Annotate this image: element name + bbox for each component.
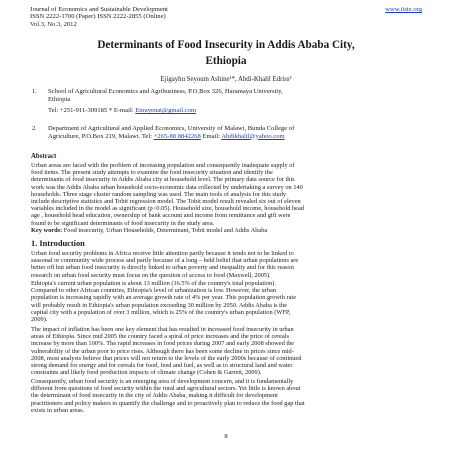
abstract-line: Urban areas are faced with the problem of increasing population and consequently inadequate supply of bbox=[31, 162, 295, 169]
paragraph-line: the determinant of food insecurity in the city of Addis Ababa, making it difficult for development bbox=[31, 392, 278, 400]
intro-paragraph-4 bbox=[31, 378, 421, 414]
abstract-line: food items. The present study attempts to examine the food insecurity situation and identify the bbox=[31, 169, 273, 177]
introduction-heading: 1. Introduction bbox=[31, 239, 85, 248]
paragraph-line: The impact of inflation has been one key element that has resulted in increased food insecurity in urban bbox=[31, 326, 294, 333]
abstract-line: include descriptive statistics and Tobit regression model. The Tobit model result revealed six out of eleven bbox=[31, 198, 301, 206]
paragraph-line: strong demand for energy and for cereals for food, feed and fuel, as well as to structural land and water bbox=[31, 362, 293, 370]
paragraph-line: different from questions of food security within the rural and agricultural sectors. Yet little is known about bbox=[31, 385, 301, 393]
author-line: Ejigayhu Seyoum Ashine¹*, Abdi-Khalil Edriss² bbox=[160, 76, 292, 83]
paragraph-line: Consequently, urban food security is an emerging area of development concern, and it is fundamentally bbox=[31, 378, 294, 385]
paragraph-line: seasonal or community wide process and partly because of a long – held belief that urban populations are bbox=[31, 257, 299, 265]
keywords-line bbox=[31, 227, 421, 234]
journal-issn: ISSN 2222-1700 (Paper) ISSN 2222-2855 (Online) bbox=[30, 13, 166, 21]
keywords-label: Key words: bbox=[31, 226, 63, 234]
journal-website-link[interactable]: www.iiste.org bbox=[385, 6, 422, 13]
affiliation-2-phone-link[interactable]: +265-88 8842268 bbox=[153, 132, 201, 140]
intro-paragraph-3 bbox=[31, 326, 421, 376]
affiliation-1-email-link[interactable]: Emuyenat@gmail.com bbox=[135, 107, 197, 115]
affiliation-1-contact bbox=[48, 107, 428, 115]
affiliation-1-line-1: School of Agricultural Economics and Agribusiness, P.O.Box 326, Haramaya University, bbox=[48, 88, 283, 95]
journal-name: Journal of Economics and Sustainable Development bbox=[30, 6, 168, 13]
affiliation-1 bbox=[32, 88, 428, 115]
paragraph-line: areas of Ethiopia. Since mid 2005 the country faced a spiral of price increases and the price of cereals bbox=[31, 333, 290, 341]
journal-volume: Vol.3, No.3, 2012 bbox=[30, 20, 77, 28]
abstract-line: determinants of food insecurity in Addis Ababa city at household level. The primary data source for this bbox=[31, 176, 295, 184]
affiliation-1-number: 1. bbox=[32, 88, 37, 95]
abstract-line: work was the Addis Ababa urban household socio-economic data collected by undertaking a survey on 140 bbox=[31, 183, 303, 191]
intro-paragraph-1 bbox=[31, 250, 421, 279]
paragraph-line: Compared to other African countries, Ethiopia's level of urbanization is low. However, the urban bbox=[31, 287, 276, 295]
affiliation-2-contact bbox=[48, 133, 428, 141]
affiliation-2 bbox=[32, 125, 428, 140]
paragraph-line: better off but urban food insecurity is directly linked to urban poverty and inequality and for this reason bbox=[31, 264, 294, 272]
paragraph-line: will probably result in Ethiopia's urban population exceeding 30 million by 2050. Addis Ababa is the bbox=[31, 301, 287, 309]
affiliation-2-number: 2. bbox=[32, 125, 37, 132]
title-line-2: Ethiopia bbox=[205, 55, 247, 67]
title-line-1: Determinants of Food Insecurity in Addis Ababa City, bbox=[97, 39, 355, 51]
keywords-text: Food insecurity, Urban Households, Determinant, Tobit model and Addis Ababa bbox=[62, 226, 268, 234]
affiliation-1-line-2: Ethiopia bbox=[48, 95, 71, 103]
paragraph-line: Urban food security problems in Africa receive little attention partly because it tends not to be linked to bbox=[31, 250, 294, 257]
paragraph-line: exists in urban areas. bbox=[31, 406, 85, 414]
affiliation-2-email-label: Email: bbox=[200, 132, 222, 140]
abstract-line: households. Three stage cluster random sampling was used. The main tools of analysis for this study bbox=[31, 190, 287, 198]
paragraph-line: practitioners and policy makers to quantify the challenge and to proactively plan to reduce the food gap that bbox=[31, 399, 305, 407]
paragraph-line: 2008, most analysts believe that prices will not return to the levels of the early 2000s because of continued bbox=[31, 354, 302, 362]
page-number: 8 bbox=[224, 433, 228, 440]
intro-paragraph-2 bbox=[31, 280, 421, 323]
abstract-line: variables included in the model as significant (p<0.05). Household size, household income, household head bbox=[31, 205, 304, 213]
abstract-line: found to be significant determinants of food insecurity in the study area. bbox=[31, 219, 215, 227]
affiliation-2-email-link[interactable]: Abdikhalil@yahoo.com bbox=[221, 132, 285, 140]
paragraph-line: vulnerability of the urban poor to price rises. Although there has been some decline in prices since mid- bbox=[31, 347, 294, 355]
journal-header bbox=[30, 6, 422, 28]
paragraph-line: capital city with a population of over 3 million, which is 25% of the country's urban population (WFP, bbox=[31, 308, 291, 316]
paragraph-line: Ethiopia's current urban population is about 13 million (16.5% of the country's total population). bbox=[31, 280, 276, 287]
paragraph-line: 2009). bbox=[31, 316, 48, 324]
affiliation-2-line-1: Department of Agricultural and Applied Economics, University of Malawi, Bunda College of bbox=[48, 125, 295, 132]
paragraph-line: research on urban food security must focus on the question of access to food (Maxwell, 2005). bbox=[31, 271, 271, 279]
abstract-line: age , household head education, ownership of bank account and income from remittance and gift were bbox=[31, 212, 291, 220]
paragraph-line: increase by more than 100%. The rapid increases in food prices during 2007 and early 2008 showed the bbox=[31, 340, 295, 348]
affiliation-1-contact-text: Tel: +251-911-309185 * E-mail: bbox=[48, 107, 136, 115]
paper-title bbox=[40, 37, 412, 69]
paragraph-line: constraints and likely food production impacts of climate change (Cohen & Garrett, 2009). bbox=[31, 369, 262, 377]
abstract-body bbox=[31, 162, 421, 234]
affiliation-2-contact-text: Agriculture, P.O.Box 219, Malawi. Tel: bbox=[48, 132, 154, 140]
abstract-heading: Abstract bbox=[31, 153, 57, 160]
paragraph-line: population is increasing rapidly with an average growth rate of 4% per year. This population growth rate bbox=[31, 294, 297, 302]
